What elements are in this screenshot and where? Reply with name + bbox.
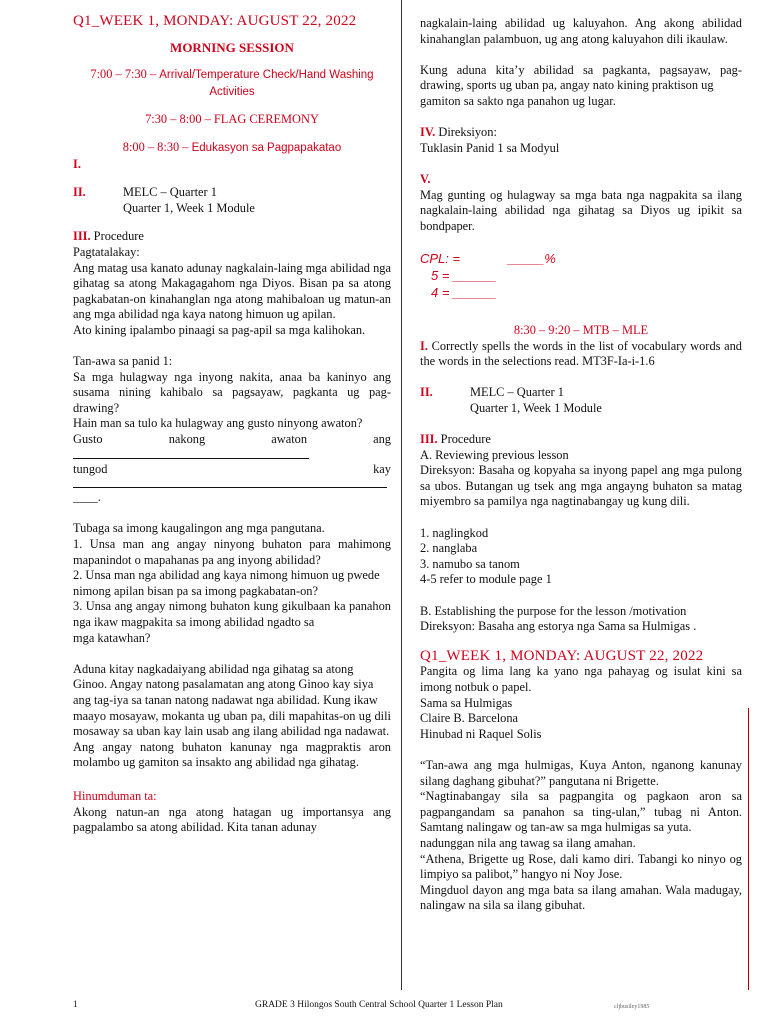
direksyon-1: Direksyon: Basaha og kopyaha sa inyong papel ang mga pulong sa ubos. Butangan ug tsek ang mga angayng buhaton sa matag miyembro sa pamilya nga nagtinabangay ug kung dili. bbox=[420, 463, 742, 509]
word-4-5: 4-5 refer to module page 1 bbox=[420, 572, 552, 587]
question-list-1: 1. Unsa man ang angay ninyong buhaton para mahimong mapanindot o mapahanas pa ang inyong abilidad? bbox=[73, 537, 391, 567]
aduna-line-1: Aduna kitay nagkadaiyang abilidad nga gihatag sa atong bbox=[73, 661, 354, 676]
question-b: Hain man sa tulo ka hulagway ang gusto ninyong awaton? bbox=[73, 416, 363, 431]
mtb-procedure-heading: III. Procedure bbox=[420, 432, 491, 447]
schedule-3: 8:00 – 8:30 – Edukasyon sa Pagpapakatao bbox=[122, 139, 342, 154]
question-list-2b: nimong apilan bisan pa sa imong pagkabatan-on? bbox=[73, 583, 318, 598]
column-divider bbox=[401, 0, 402, 990]
schedule-1: 7:00 – 7:30 – Arrival/Temperature Check/Hand Washing Activities bbox=[90, 67, 374, 98]
word-2: 2. nanglaba bbox=[420, 541, 478, 556]
story-paragraph-1: “Tan-awa ang mga hulmigas, Kuya Anton, nganong kanunay silang daghang gibuhat?” pangutana ni Brigette. bbox=[420, 757, 742, 788]
right-margin-rule bbox=[748, 708, 749, 990]
melc-line-1: MELC – Quarter 1 bbox=[123, 185, 217, 200]
cpl-line: CPL: = _____% bbox=[420, 250, 556, 266]
question-list-3a: 3. Unsa ang angay nimong buhaton kung gikulbaan ka panahon nga ikaw magpakita sa imong abilidad ngadto sa bbox=[73, 599, 391, 629]
mtb-melc-block bbox=[420, 385, 742, 416]
section-iv-heading: IV. Direksiyon: bbox=[420, 125, 497, 140]
section-i-number: I. bbox=[73, 156, 81, 171]
hinumduman-heading: Hinumduman ta: bbox=[73, 788, 157, 803]
aduna-line-4: maayo mosayaw, mokanta ug uban pa, dili mapahitas-on ug dili mosaway sa uban kay lain usab ang ilang abilidad nga nadawat. bbox=[73, 708, 391, 739]
schedule-2: 7:30 – 8:00 – FLAG CEREMONY bbox=[145, 112, 319, 127]
tanawa-label: Tan-awa sa panid 1: bbox=[73, 354, 173, 369]
story-translator: Hinubad ni Raquel Solis bbox=[420, 726, 542, 741]
score-five: 5 = ______ bbox=[431, 267, 497, 283]
date-heading-2: Q1_WEEK 1, MONDAY: AUGUST 22, 2022 bbox=[420, 647, 704, 664]
date-heading: Q1_WEEK 1, MONDAY: AUGUST 22, 2022 bbox=[73, 13, 357, 29]
answer-blank-end: ____. bbox=[73, 490, 101, 505]
melc-block bbox=[73, 185, 391, 216]
right-column bbox=[420, 0, 742, 914]
story-paragraph-2: “Nagtinabangay sila sa pagpangita og pagkaon aron sa pagpangandam sa panahon sa ting-ulan,” tubag ni Anton. Samtang nalingaw og tan-aw sa mga hulmigas sa yuta. bbox=[420, 789, 742, 835]
kung-line-2: gamiton sa sakto nga panahon ug lugar. bbox=[420, 93, 616, 108]
section-ii-number: II. bbox=[73, 185, 86, 200]
tubaga-line: Tubaga sa imong kaugalingon ang mga pangutana. bbox=[73, 521, 325, 536]
establishing-line: B. Establishing the purpose for the lesson /motivation bbox=[420, 603, 687, 618]
procedure-heading: III. Procedure bbox=[73, 229, 144, 244]
mtb-melc-line-1: MELC – Quarter 1 bbox=[470, 385, 564, 400]
mtb-melc-line-2: Quarter 1, Week 1 Module bbox=[470, 400, 602, 415]
story-author: Claire B. Barcelona bbox=[420, 711, 519, 726]
direksyon-2: Direksyon: Basaha ang estorya nga Sama sa Hulmigas . bbox=[420, 619, 697, 634]
left-column bbox=[73, 0, 391, 836]
section-v-number: V. bbox=[420, 171, 431, 186]
mtb-objective: I. Correctly spells the words in the list of vocabulary words and the words in the selections read. MT3F-Ia-i-1.6 bbox=[420, 338, 742, 369]
story-paragraph-4: “Athena, Brigette ug Rose, dali kamo diri. Tabangi ko ninyo og limpiyo sa palibot,” hangyo ni Noy Jose. bbox=[420, 851, 742, 882]
score-four: 4 = ______ bbox=[431, 284, 497, 300]
gusto-line: Gusto nakong awaton ang bbox=[73, 432, 391, 447]
footer-title: GRADE 3 Hilongos South Central School Quarter 1 Lesson Plan bbox=[255, 1000, 503, 1010]
section-v-text: Mag gunting og hulagway sa mga bata nga nagpakita sa ilang nagkalain-laing abilidad nga gihatag sa Diyos ug ipikit sa bondpaper. bbox=[420, 187, 742, 233]
kung-line-1: Kung aduna kita’y abilidad sa pagkanta, pagsayaw, pag-drawing, sports ug uban pa, angay nato kining praktison ug bbox=[420, 62, 742, 93]
pangita-paragraph: Pangita og lima lang ka yano nga pahayag og isulat kini sa imong notbuk o papel. bbox=[420, 664, 742, 694]
aduna-line-2: Ginoo. Angay natong pasalamatan ang atong Ginoo kay siya bbox=[73, 677, 374, 692]
answer-blank-2 bbox=[73, 477, 387, 488]
section-iv-text: Tuklasin Panid 1 sa Modyul bbox=[420, 140, 560, 155]
word-1: 1. naglingkod bbox=[420, 525, 489, 540]
story-title: Sama sa Hulmigas bbox=[420, 695, 513, 710]
question-list-2a: 2. Unsa man nga abilidad ang kaya nimong himuon ug pwede bbox=[73, 568, 380, 583]
tungod-line: tungod kay bbox=[73, 461, 391, 476]
aduna-line-3: ang tag-iya sa tanan natong nadawat nga abilidad. Kung ikaw bbox=[73, 692, 378, 707]
melc-line-2: Quarter 1, Week 1 Module bbox=[123, 200, 255, 215]
session-heading: MORNING SESSION bbox=[170, 39, 294, 55]
angay-paragraph: Ang angay natong buhaton kanunay nga magpraktis aron molambo ug gamiton sa insakto ang abilidad nga gihatag. bbox=[73, 739, 391, 770]
word-3: 3. namubo sa tanom bbox=[420, 556, 520, 571]
footer-mark: cljbusiley1985 bbox=[614, 1004, 650, 1010]
kaluyahon-paragraph: nagkalain-laing abilidad ug kaluyahon. Ang akong abilidad kinahanglan palambuon, ug ang atong kaluyahon dili ikaulaw. bbox=[420, 16, 742, 46]
mtb-section-ii-number: II. bbox=[420, 385, 433, 400]
mtb-heading: 8:30 – 9:20 – MTB – MLE bbox=[513, 322, 649, 337]
paragraph-abilities: Ang matag usa kanato adunay nagkalain-laing mga abilidad nga gihatag sa atong Makagagahom nga Diyos. Bisan pa sa atong pagkabatan-on kinahanglan nga atong mahibaloan ug matun-an ang mga abilidad nga kaya natong himuon ug apilan. bbox=[73, 260, 391, 322]
pagtatalakay: Pagtatalakay: bbox=[73, 244, 140, 259]
akong-paragraph: Akong natun-an nga atong hatagan ug importansya ang pagpalambo sa atong abilidad. Kita tanan adunay bbox=[73, 804, 391, 835]
story-paragraph-5: Mingduol dayon ang mga bata sa ilang amahan. Wala madugay, nalingaw na sila sa ilang gibuhat. bbox=[420, 882, 742, 913]
answer-blank-1 bbox=[73, 448, 309, 459]
reviewing-line: A. Reviewing previous lesson bbox=[420, 447, 569, 462]
paragraph-activities: Ato kining ipalambo pinaagi sa pag-apil sa mga kalihokan. bbox=[73, 322, 366, 337]
page-number: 1 bbox=[73, 1000, 78, 1010]
question-a: Sa mga hulagway nga inyong nakita, anaa ba kaninyo ang susama nining kahibalo sa pagsayaw, pagkanta ug pag-drawing? bbox=[73, 369, 391, 415]
question-list-3b: mga katawhan? bbox=[73, 630, 151, 645]
story-paragraph-3: nadunggan nila ang tawag sa ilang amahan. bbox=[420, 835, 636, 850]
